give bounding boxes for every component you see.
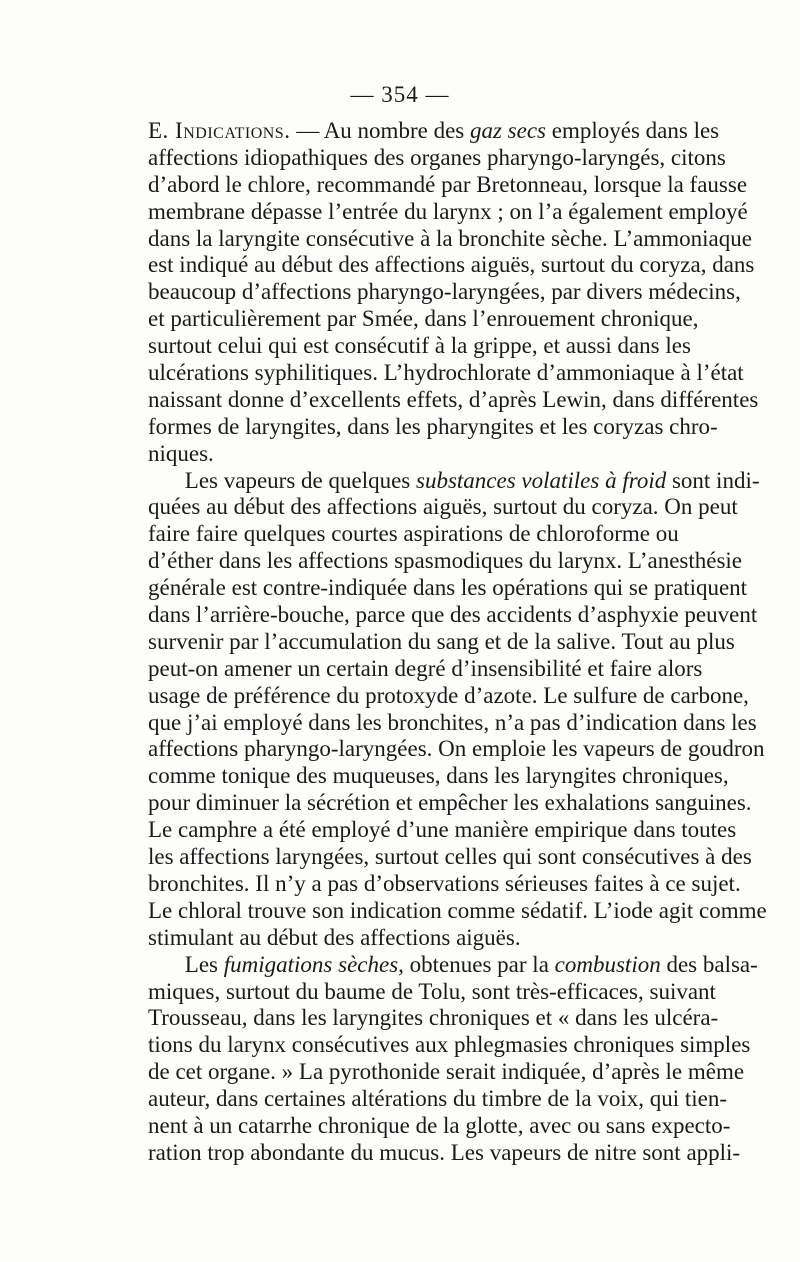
text-run: Les vapeurs de quelques	[184, 467, 416, 493]
text-line: formes de laryngites, dans les pharyngites et les coryzas chro-	[148, 413, 718, 439]
text-line: Le camphre a été employé d’une manière empirique dans toutes	[148, 817, 737, 843]
text-line: dans la laryngite consécutive à la bronchite sèche. L’ammoniaque	[148, 225, 752, 251]
text-line: surtout celui qui est consécutif à la grippe, et aussi dans les	[148, 333, 691, 359]
text-line: pour diminuer la sécrétion et empêcher les exhalations sanguines.	[148, 790, 752, 816]
text-line: naissant donne d’excellents effets, d’après Lewin, dans différentes	[148, 386, 759, 412]
text-line: miques, surtout du baume de Tolu, sont très-efficaces, suivant	[148, 978, 716, 1004]
text-line: Le chloral trouve son indication comme sédatif. L’iode agit comme	[148, 897, 767, 923]
text-line: survenir par l’accumulation du sang et de la salive. Tout au plus	[148, 628, 735, 654]
text-run: — Au nombre des	[290, 118, 470, 143]
text-line: Trousseau, dans les laryngites chroniques et « dans les ulcéra-	[148, 1005, 719, 1031]
text-line: d’abord le chlore, recommandé par Bretonneau, lorsque la fausse	[148, 171, 748, 197]
text-line: affections pharyngo-laryngées. On emploie les vapeurs de goudron	[148, 736, 765, 762]
text-line: quées au début des affections aiguës, surtout du coryza. On peut	[148, 494, 738, 520]
text-line: auteur, dans certaines altérations du timbre de la voix, qui tien-	[148, 1086, 727, 1112]
text-line: que j’ai employé dans les bronchites, n’a pas d’indication dans les	[148, 709, 757, 735]
text-line: affections idiopathiques des organes pharyngo-laryngés, citons	[148, 144, 726, 170]
text-run: des balsa-	[660, 951, 758, 977]
italic-term: substances volatiles à froid	[416, 467, 667, 493]
text-line: comme tonique des muqueuses, dans les laryngites chroniques,	[148, 763, 729, 789]
paragraph-volatile-substances	[148, 467, 767, 952]
text-line: les affections laryngées, surtout celles qui sont consécutives à des	[148, 844, 752, 870]
paragraph-dry-fumigations	[148, 951, 758, 1167]
section-heading: E. Indications.	[148, 118, 291, 143]
text-line: est indiqué au début des affections aiguës, surtout du coryza, dans	[148, 252, 755, 278]
text-run: employés dans les	[546, 118, 720, 143]
text-run: , obtenues par la	[398, 951, 555, 977]
text-line: usage de préférence du protoxyde d’azote. Le sulfure de carbone,	[148, 682, 749, 708]
text-line: peut-on amener un certain degré d’insensibilité et faire alors	[148, 655, 703, 681]
paragraph-indications	[148, 118, 759, 468]
text-line: d’éther dans les affections spasmodiques du larynx. L’anesthésie	[148, 548, 743, 574]
text-line: tions du larynx consécutives aux phlegmasies chroniques simples	[148, 1032, 751, 1058]
text-line: nent à un catarrhe chronique de la glotte, avec ou sans expecto-	[148, 1112, 731, 1138]
text-line: bronchites. Il n’y a pas d’observations sérieuses faites à ce sujet.	[148, 870, 741, 896]
text-line: stimulant au début des affections aiguës.	[148, 924, 521, 950]
text-line: ration trop abondante du mucus. Les vapeurs de nitre sont appli-	[148, 1139, 741, 1165]
text-run: sont indi-	[666, 467, 760, 493]
text-line: beaucoup d’affections pharyngo-laryngées, par divers médecins,	[148, 279, 741, 305]
body-text	[148, 118, 767, 1167]
text-line: faire faire quelques courtes aspirations de chloroforme ou	[148, 521, 679, 547]
italic-term: fumigations sèches	[223, 951, 399, 977]
text-run: Les	[184, 951, 224, 977]
page-number: — 354 —	[350, 82, 450, 107]
italic-term: gaz secs	[469, 118, 547, 143]
italic-term: combustion	[554, 951, 661, 977]
text-line: ulcérations syphilitiques. L’hydrochlorate d’ammoniaque à l’état	[148, 360, 744, 386]
text-line: dans l’arrière-bouche, parce que des accidents d’asphyxie peuvent	[148, 602, 758, 628]
text-line: générale est contre-indiquée dans les opérations qui se pratiquent	[148, 575, 748, 601]
text-line: niques.	[148, 440, 214, 466]
text-line: et particulièrement par Smée, dans l’enrouement chronique,	[148, 306, 699, 332]
text-line	[148, 951, 758, 979]
text-line	[148, 467, 760, 495]
text-line	[148, 118, 720, 145]
text-line: de cet organe. » La pyrothonide serait indiquée, d’après le même	[148, 1059, 745, 1085]
text-line: membrane dépasse l’entrée du larynx ; on l’a également employé	[148, 198, 748, 224]
